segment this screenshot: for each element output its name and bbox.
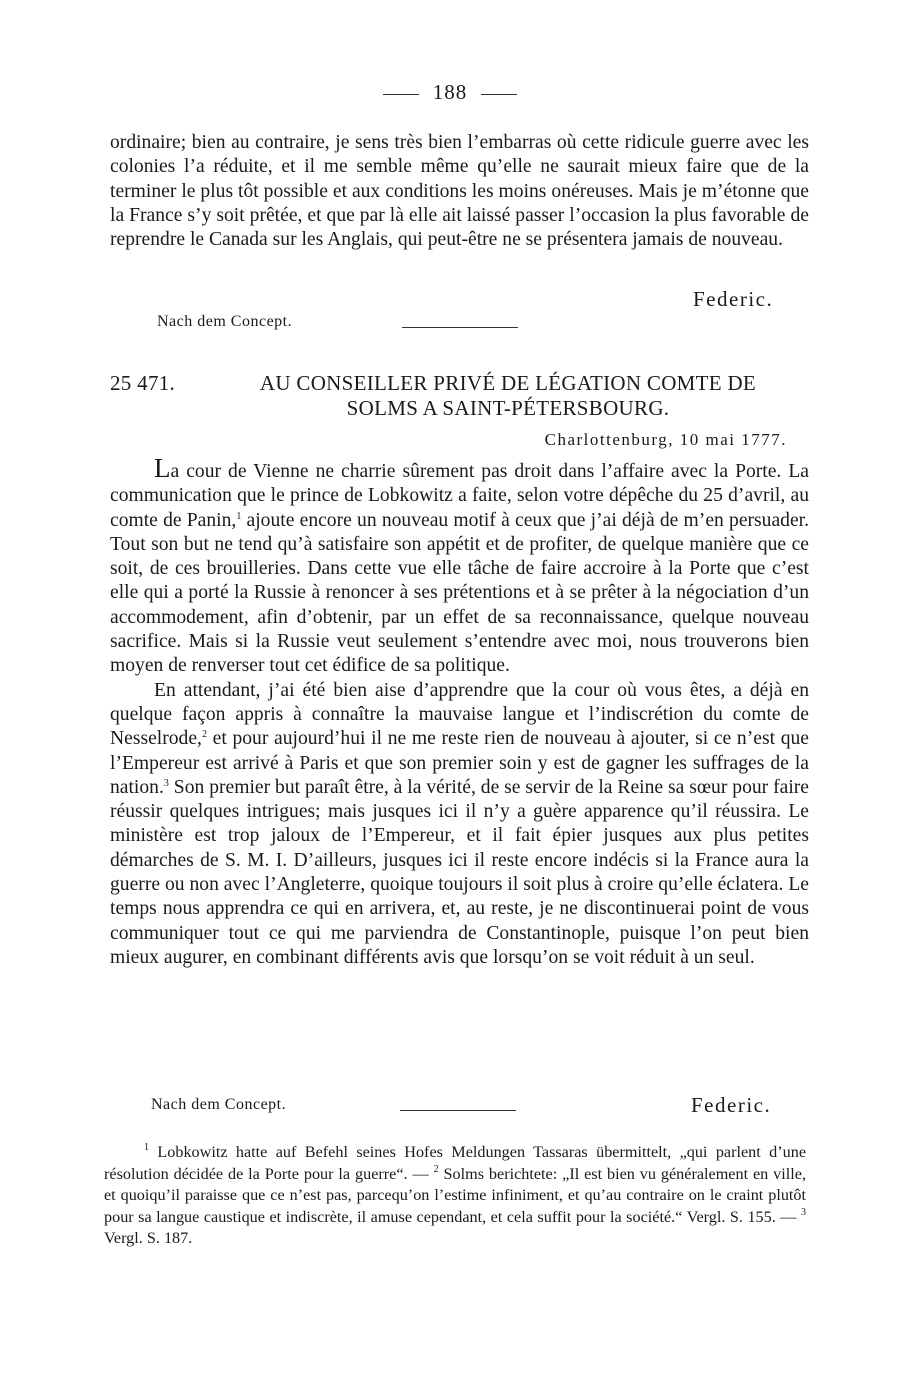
- footnote-text: $^1$ Lobkowitz hatte auf Befehl seines Hofes Meldungen Tassaras übermittelt, „qui parlent d’une résolution décidée de la Porte pour la guerre“. — $^2$ Solms berichtete: „Il est bien vu généralement en ville, et quoiqu’il paraisse que ce n’est pas, parcequ’on l’estime infiniment, et qu’au contraire on le craint plutôt pour sa langue caustique et indiscrète, il amuse cependant, et cela suffit pour la société.“ Vergl. S. 155. — $^3$ Vergl. S. 187.: [104, 1142, 806, 1248]
- footnote-mark-3: 3: [801, 1206, 806, 1218]
- continued-paragraph-text: ordinaire; bien au contraire, je sens très bien l’embarras où cette ridicule guerre avec les colonies l’a réduite, et il me semble même qu’elle ne saurait mieux faire que de la terminer le plus tôt possible et aux conditions les moins onéreuses. Mais je m’étonne que la France s’y soit prêtée, et que par là elle ait laissé passer l’occasion la plus favorable de reprendre le Canada sur les Anglais, qui peut-être ne se présentera jamais de nouveau.: [110, 132, 809, 251]
- letter-title-line-2: SOLMS A SAINT-PÉTERSBOURG.: [346, 396, 670, 420]
- page-number-text: 188: [432, 80, 468, 104]
- letter-heading: [110, 371, 809, 421]
- page-number-dash-left: [383, 94, 419, 95]
- footnote-mark-2: 2: [433, 1163, 439, 1175]
- letter-paragraph-2: En attendant, j’ai été bien aise d’apprendre que la cour où vous êtes, a déjà en quelque façon appris à connaître la mauvaise langue et l’indiscrétion du comte de Nesselrode,$^2$ et pour aujourd’hui il ne me reste rien de nouveau à ajouter, si ce n’est que l’Empereur est arrivé à Paris et que son premier soin y est de gagner les suffrages de la nation.$^3$ Son premier but paraît être, à la vérité, de se servir de la Reine sa sœur pour faire réussir quelques intrigues; mais jusques ici il n’y a guère apparence qu’il réussira. Le ministère est trop jaloux de l’Empereur, et il fait épier jusques aux plus petites démarches de S. M. I. D’ailleurs, jusques ici il reste encore indécis si la France aura la guerre ou non avec l’Angleterre, quoique toujours il soit plus à croire qu’elle éclatera. Le temps nous apprendra ce qui en arrivera, et, au reste, je ne discontinuerai point de vous communiquer tout ce qui me parviendra de Constantinople, puisque l’on peut bien mieux augurer, en combinant différents avis que lorsqu’on se voit réduit à un seul.: [110, 679, 809, 968]
- signature-federic-2: Federic.: [691, 1093, 772, 1117]
- footnotes: [104, 1142, 806, 1250]
- source-note-1: Nach dem Concept.: [157, 313, 293, 330]
- letter-paragraph-1: La cour de Vienne ne charrie sûrement pas droit dans l’affaire avec la Porte. La communication que le prince de Lobkowitz a faite, selon votre dépêche du 25 d’avril, au comte de Panin,$^1$ ajoute encore un nouveau motif à ceux que j’ai déjà de m’en persuader. Tout son but ne tend qu’à satisfaire son appétit et de profiter, de quelque manière que ce soit, de ces brouilleries. Dans cette vue elle tâche de faire accroire à la Porte que c’est elle qui a porté la Russie à renoncer à ses prétentions et à se prêter à la négociation d’un accommodement, afin d’obtenir, par un effet de sa reconnaissance, quelque nouveau sacrifice. Mais si la Russie veut seulement s’entendre avec moi, nous trouverons bien moyen de renverser tout cet édifice de sa politique.: [110, 453, 809, 677]
- letter-body: [110, 453, 809, 970]
- signature-federic-1: Federic.: [693, 287, 774, 311]
- letter-number: 25 471.: [110, 371, 176, 395]
- page-number: [0, 80, 900, 105]
- separator-rule-1: [402, 327, 518, 328]
- footnote-ref-1: 1: [236, 510, 242, 522]
- page-number-dash-right: [481, 94, 517, 95]
- footnote-ref-2: 2: [201, 729, 207, 741]
- separator-rule-2: [400, 1110, 516, 1111]
- letter-title-line-1: AU CONSEILLER PRIVÉ DE LÉGATION COMTE DE: [259, 371, 757, 395]
- continued-paragraph: [110, 131, 809, 252]
- source-note-2: Nach dem Concept.: [151, 1096, 287, 1113]
- initial-letter: L: [154, 453, 171, 483]
- footnote-ref-3: 3: [163, 777, 169, 789]
- letter-dateline: Charlottenburg, 10 mai 1777.: [544, 430, 787, 449]
- footnote-mark-1: 1: [144, 1142, 149, 1153]
